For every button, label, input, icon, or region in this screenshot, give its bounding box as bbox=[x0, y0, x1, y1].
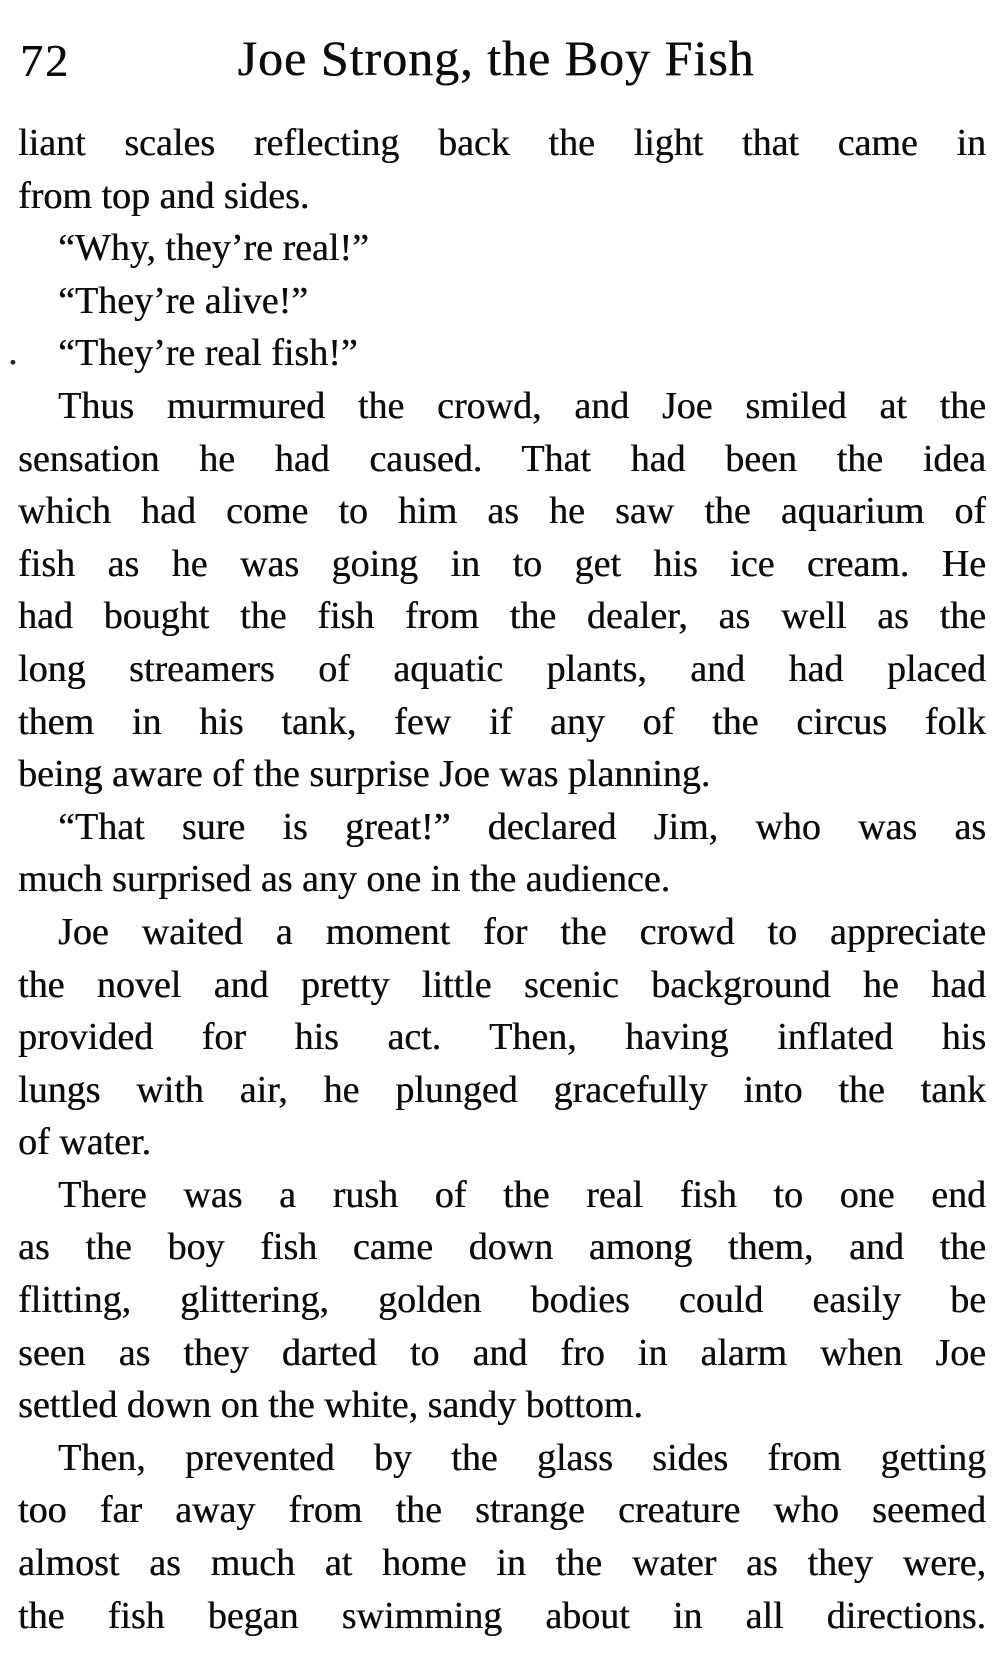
margin-ink-mark: . bbox=[8, 331, 18, 373]
text-line: too far away from the strange creature who seemed bbox=[18, 1489, 986, 1532]
text-line: “Why, they’re real!” bbox=[58, 227, 369, 270]
text-line: fish as he was going in to get his ice cream. He bbox=[18, 542, 986, 585]
text-line: “They’re real fish!” bbox=[58, 332, 358, 375]
text-line: provided for his act. Then, having inflated his bbox=[18, 1016, 986, 1059]
text-line: which had come to him as he saw the aquarium of bbox=[18, 490, 986, 533]
text-line: Joe waited a moment for the crowd to appreciate bbox=[58, 910, 986, 953]
text-line: flitting, glittering, golden bodies could easily be bbox=[18, 1279, 986, 1322]
text-line: had bought the fish from the dealer, as well as the bbox=[18, 595, 986, 638]
text-line: being aware of the surprise Joe was planning. bbox=[18, 753, 711, 796]
text-line: lungs with air, he plunged gracefully into the tank bbox=[18, 1068, 986, 1111]
text-line: the fish began swimming about in all directions. bbox=[18, 1594, 986, 1637]
text-line: long streamers of aquatic plants, and had placed bbox=[18, 647, 986, 690]
text-line: liant scales reflecting back the light that came in bbox=[18, 122, 986, 164]
page-body bbox=[18, 117, 986, 1642]
text-line: There was a rush of the real fish to one end bbox=[58, 1173, 986, 1216]
text-line: as the boy fish came down among them, and the bbox=[18, 1226, 986, 1269]
text-line: seen as they darted to and fro in alarm when Joe bbox=[18, 1331, 986, 1374]
page-number: 72 bbox=[20, 35, 70, 86]
text-line: “They’re alive!” bbox=[58, 279, 308, 322]
text-line: of water. bbox=[18, 1121, 151, 1164]
text-line: the novel and pretty little scenic background he had bbox=[18, 963, 986, 1006]
running-title: Joe Strong, the Boy Fish bbox=[237, 30, 755, 86]
text-line: “That sure is great!” declared Jim, who was as bbox=[58, 805, 986, 848]
text-line: sensation he had caused. That had been the idea bbox=[18, 437, 986, 480]
text-line: settled down on the white, sandy bottom. bbox=[18, 1384, 643, 1427]
text-line: them in his tank, few if any of the circus folk bbox=[18, 700, 986, 743]
text-line: almost as much at home in the water as they were, bbox=[18, 1542, 986, 1585]
text-line: much surprised as any one in the audience. bbox=[18, 858, 671, 901]
text-line: Then, prevented by the glass sides from getting bbox=[58, 1436, 986, 1479]
text-line: from top and sides. bbox=[18, 174, 310, 217]
text-line: Thus murmured the crowd, and Joe smiled at the bbox=[58, 384, 986, 427]
page-header bbox=[20, 28, 972, 92]
